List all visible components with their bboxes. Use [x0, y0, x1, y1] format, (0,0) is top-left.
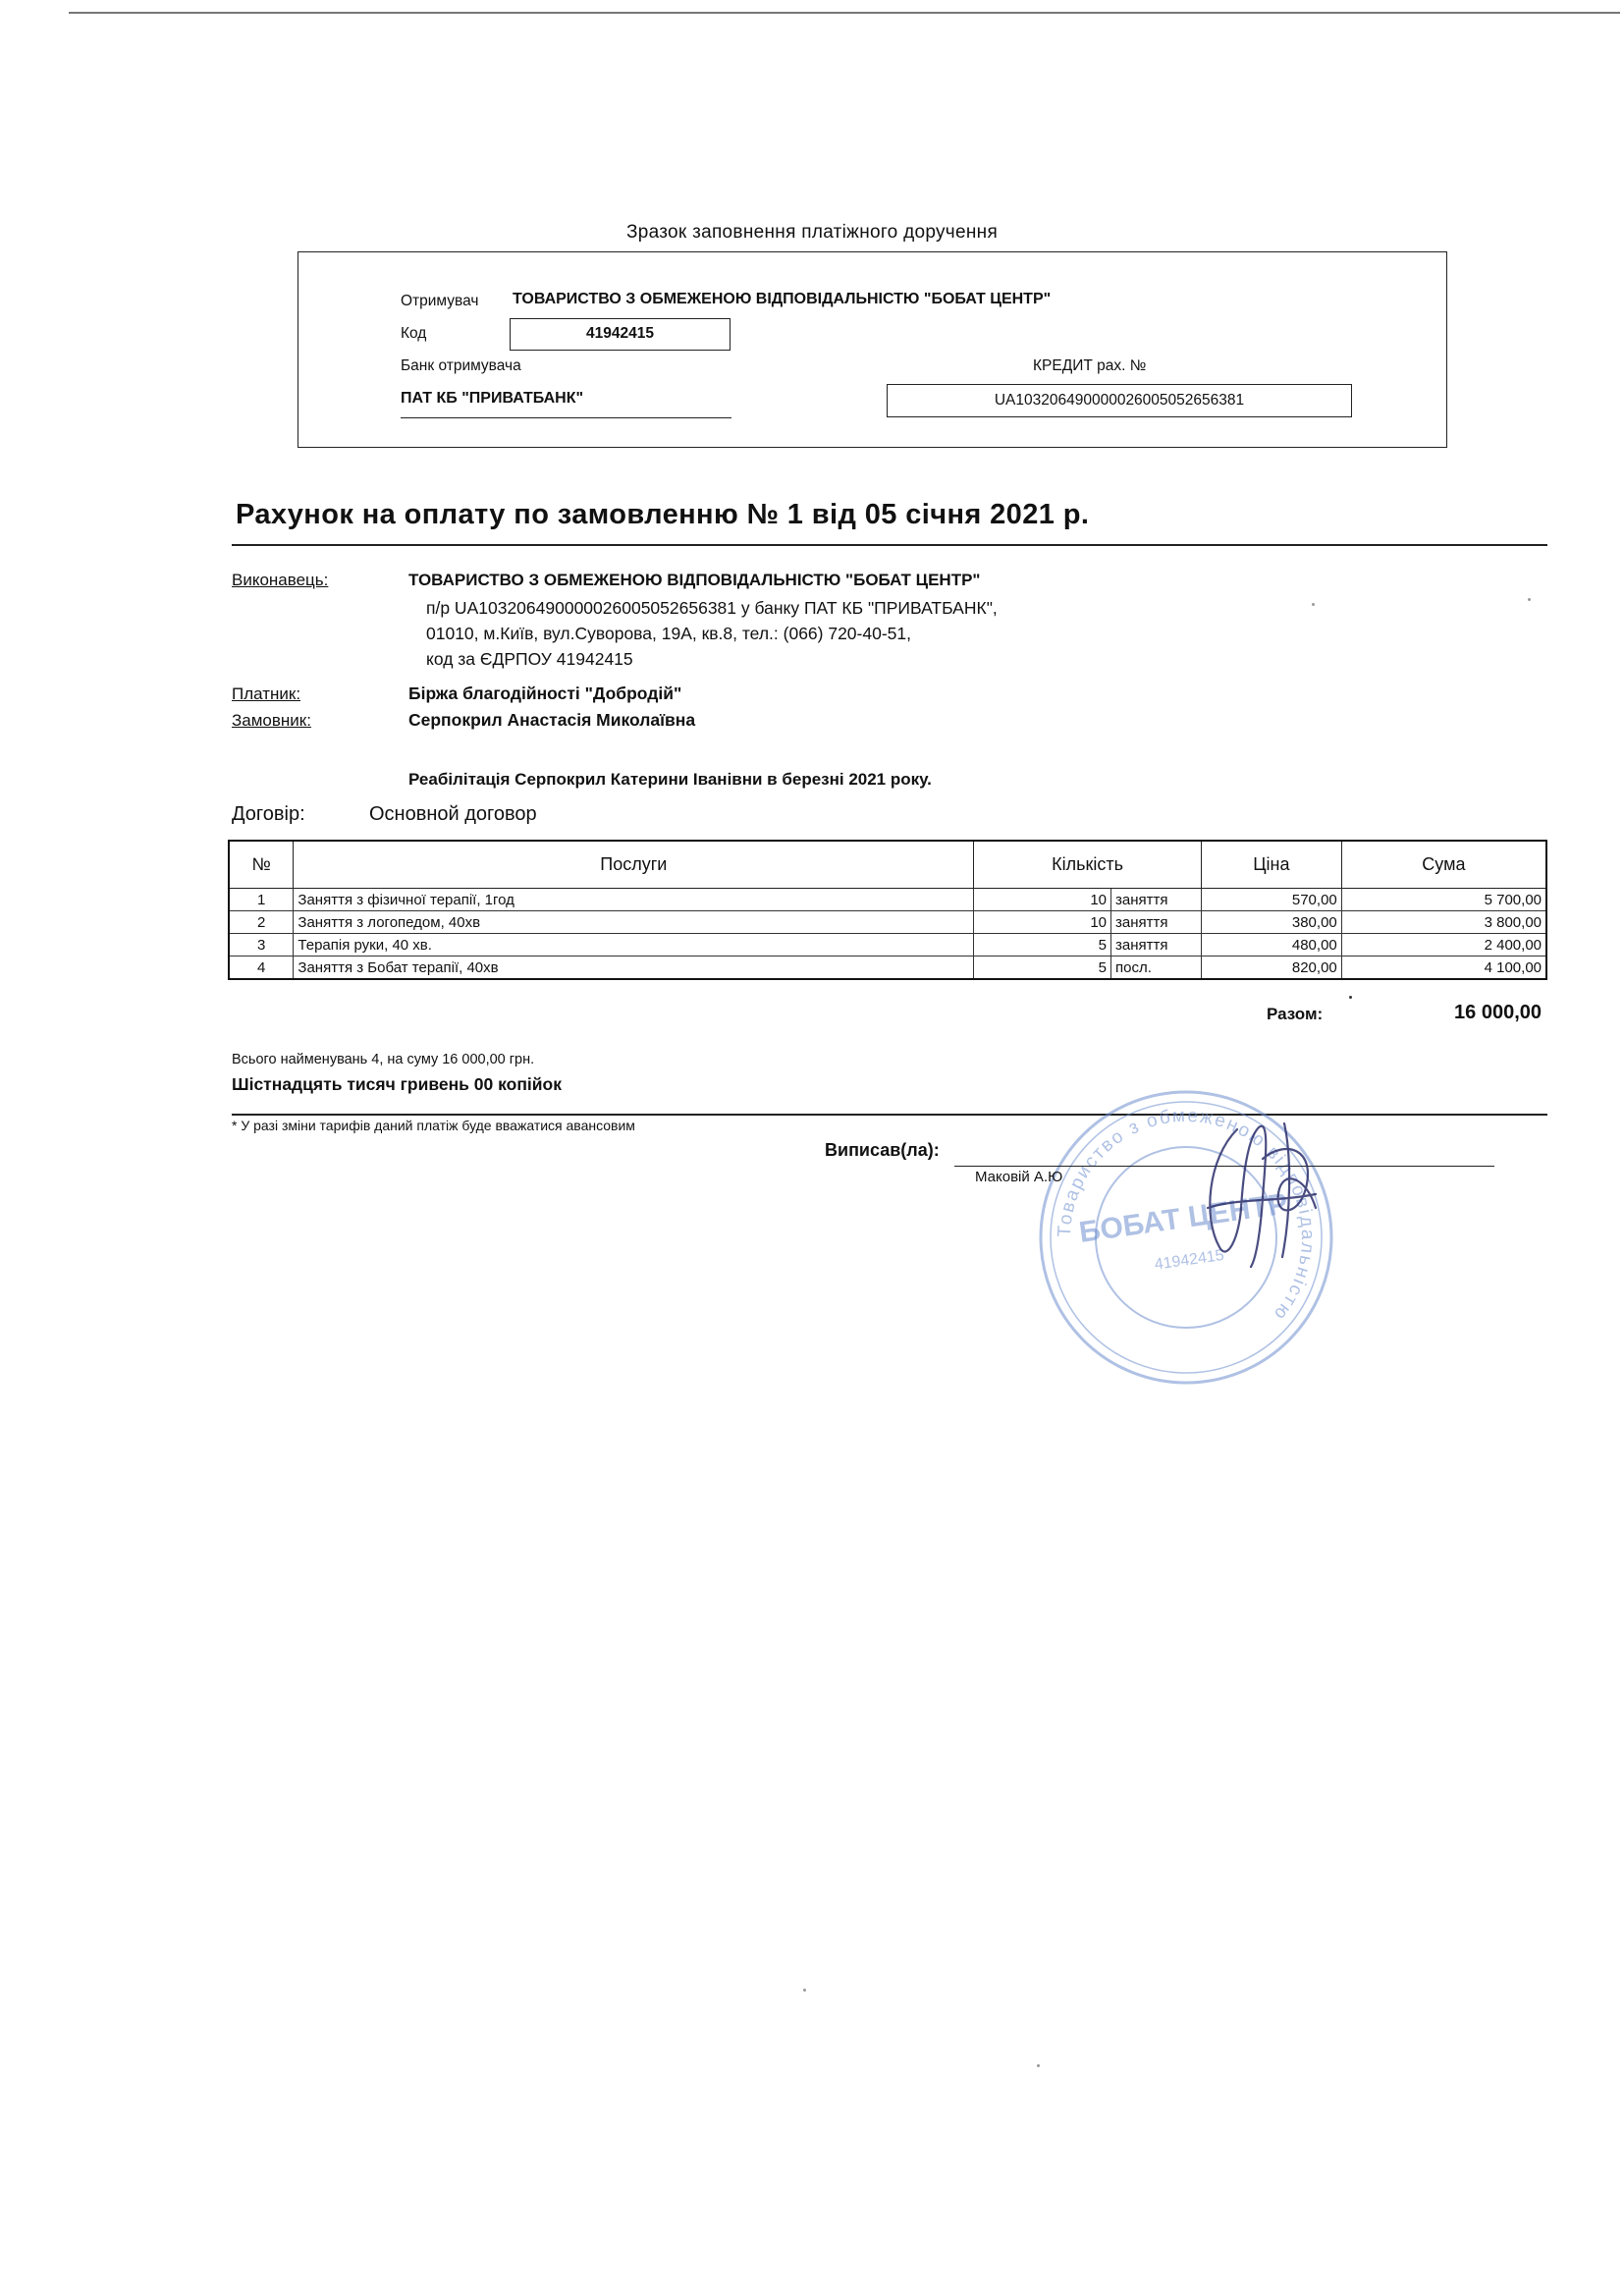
- stamp-ring-text: Товариство з обмеженою відповідальністю: [1054, 1105, 1319, 1326]
- code-label: Код: [401, 325, 427, 342]
- row-service: Заняття з фізичної терапії, 1год: [294, 889, 974, 911]
- row-price: 820,00: [1201, 957, 1341, 980]
- header-price: Ціна: [1201, 841, 1341, 889]
- row-sum: 3 800,00: [1341, 911, 1546, 934]
- scan-top-edge-line: [69, 12, 1620, 14]
- table-row: [229, 889, 1546, 911]
- row-sum: 4 100,00: [1341, 957, 1546, 980]
- contract-label: Договір:: [232, 803, 305, 825]
- account-number-box: UA103206490000026005052656381: [887, 384, 1352, 417]
- bank-name-underline: [401, 417, 731, 418]
- footer-rule: [232, 1114, 1547, 1116]
- executor-address: 01010, м.Київ, вул.Суворова, 19А, кв.8, тел.: (066) 720-40-51,: [426, 624, 911, 643]
- payment-sample-box: [298, 251, 1447, 448]
- executor-bank-details: п/р UA103206490000026005052656381 у банку ПАТ КБ "ПРИВАТБАНК",: [426, 598, 998, 618]
- advance-note: * У разі зміни тарифів даний платіж буде вважатися авансовим: [232, 1118, 635, 1133]
- scan-speck: [803, 1989, 806, 1992]
- executor-edrpou: код за ЄДРПОУ 41942415: [426, 649, 633, 669]
- payer-label: Платник:: [232, 684, 301, 703]
- scan-speck: [1349, 996, 1352, 999]
- row-service: Терапія руки, 40 хв.: [294, 934, 974, 957]
- stamp-center-text: БОБАТ ЦЕНТР: [1076, 1187, 1290, 1249]
- code-value-box: 41942415: [510, 318, 731, 351]
- scan-speck: [1312, 603, 1315, 606]
- table-row: [229, 934, 1546, 957]
- row-num: 2: [229, 911, 294, 934]
- row-num: 4: [229, 957, 294, 980]
- header-service: Послуги: [294, 841, 974, 889]
- row-service: Заняття з логопедом, 40хв: [294, 911, 974, 934]
- row-unit: заняття: [1111, 889, 1202, 911]
- row-price: 480,00: [1201, 934, 1341, 957]
- services-table: [228, 840, 1547, 980]
- customer-label: Замовник:: [232, 711, 311, 730]
- invoice-heading: Рахунок на оплату по замовленню № 1 від 05 січня 2021 р.: [236, 499, 1090, 530]
- payment-sample-title: Зразок заповнення платіжного доручення: [625, 222, 999, 243]
- amount-in-words: Шістнадцять тисяч гривень 00 копійок: [232, 1074, 562, 1094]
- table-row: [229, 911, 1546, 934]
- row-sum: 2 400,00: [1341, 934, 1546, 957]
- issued-by-label: Виписав(ла):: [825, 1140, 940, 1160]
- table-row: [229, 957, 1546, 980]
- handwritten-signature: [1168, 1100, 1345, 1277]
- row-unit: заняття: [1111, 911, 1202, 934]
- customer-name: Серпокрил Анастасія Миколаївна: [408, 710, 696, 730]
- row-num: 3: [229, 934, 294, 957]
- header-num: №: [229, 841, 294, 889]
- row-sum: 5 700,00: [1341, 889, 1546, 911]
- scan-speck: [1037, 2064, 1040, 2067]
- row-quantity: 10: [974, 911, 1111, 934]
- contract-value: Основной договор: [369, 803, 537, 825]
- credit-account-label: КРЕДИТ рах. №: [1033, 357, 1147, 374]
- row-quantity: 10: [974, 889, 1111, 911]
- payer-name: Біржа благодійності "Добродій": [408, 683, 682, 703]
- recipient-name: ТОВАРИСТВО З ОБМЕЖЕНОЮ ВІДПОВІДАЛЬНІСТЮ "БОБАТ ЦЕНТР": [513, 291, 1052, 307]
- service-purpose: Реабілітація Серпокрил Катерини Іванівни в березні 2021 року.: [408, 770, 932, 789]
- stamp-code-text: 41942415: [1153, 1246, 1225, 1274]
- row-unit: посл.: [1111, 957, 1202, 980]
- row-num: 1: [229, 889, 294, 911]
- row-price: 380,00: [1201, 911, 1341, 934]
- header-quantity: Кількість: [974, 841, 1202, 889]
- row-unit: заняття: [1111, 934, 1202, 957]
- header-sum: Сума: [1341, 841, 1546, 889]
- executor-label: Виконавець:: [232, 571, 329, 589]
- total-value: 16 000,00: [1454, 1002, 1542, 1023]
- recipient-label: Отримувач: [401, 293, 479, 309]
- heading-rule: [232, 544, 1547, 546]
- row-price: 570,00: [1201, 889, 1341, 911]
- row-service: Заняття з Бобат терапії, 40хв: [294, 957, 974, 980]
- executor-name: ТОВАРИСТВО З ОБМЕЖЕНОЮ ВІДПОВІДАЛЬНІСТЮ "БОБАТ ЦЕНТР": [408, 571, 981, 589]
- items-summary: Всього найменувань 4, на суму 16 000,00 грн.: [232, 1052, 535, 1067]
- bank-label: Банк отримувача: [401, 357, 521, 374]
- issued-by-name: Маковій А.Ю: [975, 1169, 1063, 1185]
- table-header-row: [229, 841, 1546, 889]
- row-quantity: 5: [974, 934, 1111, 957]
- bank-name: ПАТ КБ "ПРИВАТБАНК": [401, 390, 584, 407]
- scan-speck: [1528, 598, 1531, 601]
- row-quantity: 5: [974, 957, 1111, 980]
- total-label: Разом:: [1267, 1005, 1324, 1023]
